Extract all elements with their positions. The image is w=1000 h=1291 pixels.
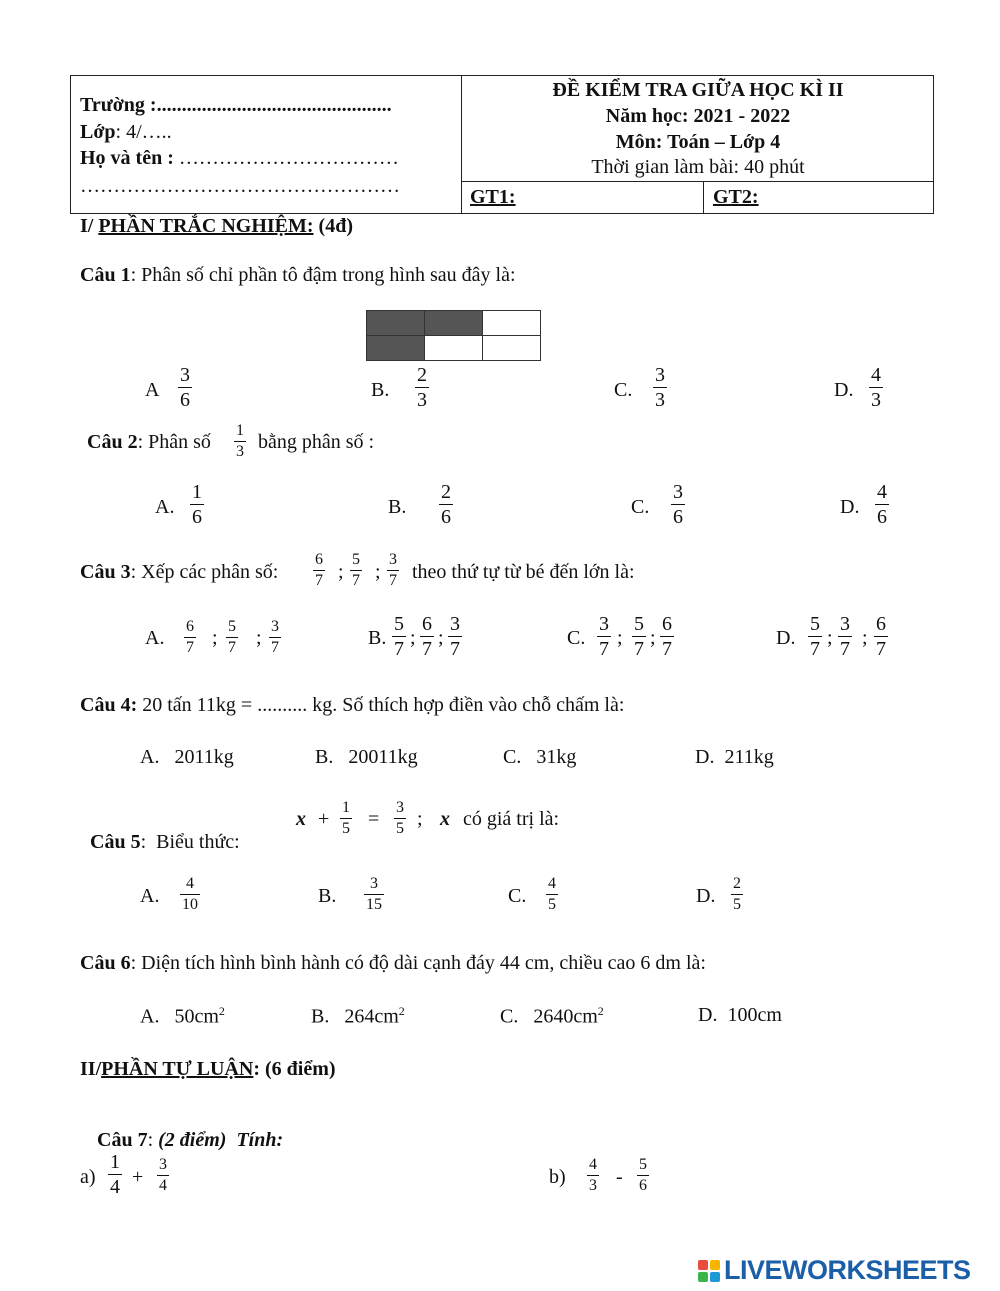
- part1-prefix: I/: [80, 215, 99, 237]
- part2-prefix: II/: [80, 1058, 102, 1080]
- numerator: 6: [422, 613, 432, 635]
- denominator: 7: [315, 572, 323, 589]
- numerator: 6: [315, 551, 323, 568]
- q4-option-c[interactable]: C. 31kg: [503, 746, 577, 768]
- q5-option-c-fraction[interactable]: [546, 876, 558, 913]
- numerator: 4: [877, 481, 887, 503]
- q3-option-b-letter[interactable]: B.: [368, 627, 387, 649]
- superscript: 2: [597, 1004, 604, 1018]
- option-text: A. 50cm: [140, 1005, 219, 1028]
- numerator: 3: [180, 364, 190, 386]
- denominator: 5: [548, 896, 556, 913]
- divider: [461, 181, 933, 182]
- name-dots: ……………………………: [178, 147, 399, 169]
- shaded-cell: [424, 310, 483, 336]
- semicolon: ;: [417, 808, 423, 830]
- denominator: 3: [236, 443, 244, 460]
- plus-sign: +: [132, 1166, 144, 1188]
- q5-fraction-1: [340, 800, 352, 837]
- school-year: Năm học: 2021 - 2022: [605, 105, 791, 127]
- separator: ;: [410, 627, 416, 649]
- logo-text: LIVEWORKSHEETS: [724, 1255, 971, 1285]
- denominator: 6: [180, 389, 190, 411]
- denominator: 7: [840, 638, 850, 660]
- numerator: 3: [389, 551, 397, 568]
- part1-title: PHẦN TRẮC NGHIỆM:: [98, 215, 314, 237]
- q1-option-d-letter[interactable]: D.: [834, 379, 854, 401]
- q6-option-b[interactable]: [311, 1004, 405, 1029]
- q6-option-d[interactable]: [698, 1004, 782, 1027]
- q6-text: : Diện tích hình bình hành có độ dài cạnh đáy 44 cm, chiều cao 6 dm là:: [130, 952, 706, 974]
- q2-option-c-fraction[interactable]: [671, 482, 685, 527]
- option-text: D. 100cm: [698, 1004, 782, 1026]
- separator: ;: [617, 627, 623, 649]
- name-label: Họ và tên :: [80, 147, 179, 169]
- q1-option-c-fraction[interactable]: [653, 365, 667, 410]
- q7-colon: :: [147, 1129, 154, 1151]
- q3-option-b-fraction-1[interactable]: [392, 614, 406, 659]
- q7a-label: a): [80, 1166, 96, 1188]
- q5-text-a: : Biểu thức:: [140, 831, 240, 853]
- denominator: 7: [228, 639, 236, 656]
- shaded-grid: [366, 310, 543, 363]
- q2-option-d-letter[interactable]: D.: [840, 496, 860, 518]
- q3-text-b: theo thứ tự từ bé đến lớn là:: [412, 561, 635, 583]
- option-text: C. 2640cm: [500, 1005, 598, 1028]
- shaded-cell: [366, 310, 425, 336]
- part2-title: PHẦN TỰ LUẬN: [101, 1058, 254, 1080]
- numerator: 4: [871, 364, 881, 386]
- numerator: 6: [876, 613, 886, 635]
- numerator: 1: [192, 481, 202, 503]
- denominator: 10: [182, 896, 198, 913]
- q5-text-b: có giá trị là:: [463, 808, 560, 830]
- q7b-fraction-2: [637, 1157, 649, 1194]
- denominator: 3: [417, 389, 427, 411]
- denominator: 6: [639, 1177, 647, 1194]
- logo-square: [698, 1272, 708, 1282]
- numerator: 3: [396, 799, 404, 816]
- separator: ;: [862, 627, 868, 649]
- q3-label: Câu 3: [80, 561, 131, 583]
- q5-label: Câu 5: [90, 831, 141, 853]
- q6-option-c[interactable]: [500, 1004, 604, 1029]
- numerator: 4: [589, 1156, 597, 1173]
- q5-prompt-a: [80, 808, 240, 854]
- numerator: 6: [662, 613, 672, 635]
- denominator: 7: [876, 638, 886, 660]
- part2-heading: [80, 1058, 336, 1081]
- name-field[interactable]: [80, 147, 399, 170]
- q5-variable-x-2: x: [440, 808, 450, 830]
- school-field[interactable]: Trường :...............................................: [80, 94, 392, 116]
- q3-option-c-fraction-2[interactable]: [632, 614, 646, 659]
- q6-option-a[interactable]: [140, 1004, 225, 1029]
- numerator: 3: [673, 481, 683, 503]
- q7b-fraction-1: [587, 1157, 599, 1194]
- denominator: 7: [599, 638, 609, 660]
- separator: ;: [212, 627, 218, 649]
- q7b-label: b): [549, 1166, 566, 1188]
- numerator: 1: [236, 422, 244, 439]
- q1-option-b-fraction[interactable]: [415, 365, 429, 410]
- denominator: 7: [810, 638, 820, 660]
- q3-option-a-letter[interactable]: A.: [145, 627, 165, 649]
- numerator: 5: [634, 613, 644, 635]
- gt2-label[interactable]: GT2:: [713, 186, 759, 208]
- numerator: 5: [394, 613, 404, 635]
- q1-option-a-fraction[interactable]: [178, 365, 192, 410]
- minus-sign: -: [616, 1166, 623, 1188]
- numerator: 3: [271, 618, 279, 635]
- q1-option-c-letter[interactable]: C.: [614, 379, 633, 401]
- numerator: 3: [450, 613, 460, 635]
- q3-option-d-fraction-3[interactable]: [874, 614, 888, 659]
- logo-icon: [698, 1260, 720, 1282]
- logo-square: [698, 1260, 708, 1270]
- separator: ;: [338, 561, 344, 583]
- separator: ;: [438, 627, 444, 649]
- numerator: 5: [810, 613, 820, 635]
- q3-option-a-fraction-2[interactable]: [226, 619, 238, 656]
- q1-option-a-letter[interactable]: A: [145, 379, 160, 401]
- denominator: 6: [192, 506, 202, 528]
- logo-square: [710, 1272, 720, 1282]
- denominator: 6: [441, 506, 451, 528]
- q3-option-c-fraction-1[interactable]: [597, 614, 611, 659]
- q3-fraction-2: [350, 552, 362, 589]
- q7-prompt: [87, 1106, 283, 1152]
- q7a-fraction-1: [108, 1152, 122, 1197]
- class-field[interactable]: [80, 121, 172, 144]
- q3-option-d-letter[interactable]: D.: [776, 627, 796, 649]
- q4-text: 20 tấn 11kg = .......... kg. Số thích hợp điền vào chỗ chấm là:: [137, 694, 625, 716]
- header-table: [70, 75, 934, 214]
- q5-option-d-fraction[interactable]: [731, 876, 743, 913]
- empty-cell: [424, 335, 483, 361]
- denominator: 7: [389, 572, 397, 589]
- q2-option-a-fraction[interactable]: [190, 482, 204, 527]
- numerator: 3: [370, 875, 378, 892]
- numerator: 2: [417, 364, 427, 386]
- q2-given-fraction: [234, 423, 246, 460]
- denominator: 7: [634, 638, 644, 660]
- numerator: 3: [159, 1156, 167, 1173]
- logo-square: [710, 1260, 720, 1270]
- class-value: : 4/…..: [115, 121, 172, 143]
- q3-fraction-3: [387, 552, 399, 589]
- numerator: 5: [639, 1156, 647, 1173]
- numerator: 4: [186, 875, 194, 892]
- q3-prompt-a: [80, 561, 278, 584]
- superscript: 2: [218, 1004, 225, 1018]
- denominator: 7: [186, 639, 194, 656]
- q1-label: Câu 1: [80, 264, 131, 286]
- denominator: 5: [342, 820, 350, 837]
- numerator: 1: [110, 1151, 120, 1173]
- q1-text: : Phân số chỉ phần tô đậm trong hình sau đây là:: [130, 264, 516, 286]
- q1-prompt: [80, 264, 516, 287]
- q2-text-a: : Phân số: [137, 431, 211, 453]
- q2-prompt-a: [87, 431, 211, 454]
- q4-option-a[interactable]: A. 2011kg: [140, 746, 234, 768]
- plus-sign: +: [318, 808, 330, 830]
- q3-fraction-1: [313, 552, 325, 589]
- numerator: 4: [548, 875, 556, 892]
- q2-option-b-letter[interactable]: B.: [388, 496, 407, 518]
- q1-option-b-letter[interactable]: B.: [371, 379, 390, 401]
- numerator: 2: [441, 481, 451, 503]
- empty-cell: [482, 335, 541, 361]
- denominator: 4: [110, 1176, 120, 1198]
- q2-option-b-fraction[interactable]: [439, 482, 453, 527]
- q6-prompt: [80, 952, 706, 975]
- shaded-cell: [366, 335, 425, 361]
- denominator: 7: [450, 638, 460, 660]
- q3-option-b-fraction-2[interactable]: [420, 614, 434, 659]
- q1-option-d-fraction[interactable]: [869, 365, 883, 410]
- name-dots-line[interactable]: …………………………………………: [80, 175, 400, 197]
- subject: Môn: Toán – Lớp 4: [615, 131, 781, 153]
- separator: ;: [375, 561, 381, 583]
- q4-option-d[interactable]: D. 211kg: [695, 746, 774, 768]
- q2-label: Câu 2: [87, 431, 138, 453]
- q5-variable-x: x: [296, 808, 306, 830]
- q5-option-d-letter[interactable]: D.: [696, 885, 716, 907]
- denominator: 5: [396, 820, 404, 837]
- q3-option-a-fraction-3[interactable]: [269, 619, 281, 656]
- q3-option-c-letter[interactable]: C.: [567, 627, 586, 649]
- numerator: 3: [840, 613, 850, 635]
- denominator: 7: [352, 572, 360, 589]
- separator: ;: [650, 627, 656, 649]
- numerator: 2: [733, 875, 741, 892]
- q5-option-c-letter[interactable]: C.: [508, 885, 527, 907]
- q3-option-a-fraction-1[interactable]: [184, 619, 196, 656]
- q3-option-d-fraction-2[interactable]: [838, 614, 852, 659]
- separator: ;: [256, 627, 262, 649]
- gt1-label[interactable]: GT1:: [470, 186, 516, 208]
- q2-option-d-fraction[interactable]: [875, 482, 889, 527]
- liveworksheets-logo: [698, 1255, 971, 1286]
- q7a-fraction-2: [157, 1157, 169, 1194]
- q2-text-b: bằng phân số :: [258, 431, 375, 453]
- denominator: 7: [394, 638, 404, 660]
- q3-option-b-fraction-3[interactable]: [448, 614, 462, 659]
- denominator: 5: [733, 896, 741, 913]
- denominator: 7: [422, 638, 432, 660]
- denominator: 3: [871, 389, 881, 411]
- numerator: 5: [352, 551, 360, 568]
- q4-option-b[interactable]: B. 20011kg: [315, 746, 418, 768]
- denominator: 3: [655, 389, 665, 411]
- q7-label: Câu 7: [97, 1129, 148, 1151]
- q2-option-c-letter[interactable]: C.: [631, 496, 650, 518]
- exam-title: ĐỀ KIỂM TRA GIỮA HỌC KÌ II: [552, 79, 844, 101]
- numerator: 1: [342, 799, 350, 816]
- q3-option-d-fraction-1[interactable]: [808, 614, 822, 659]
- denominator: 7: [271, 639, 279, 656]
- part1-heading: [80, 215, 353, 238]
- class-label: Lớp: [80, 121, 116, 143]
- denominator: 15: [366, 896, 382, 913]
- empty-cell: [482, 310, 541, 336]
- numerator: 3: [599, 613, 609, 635]
- q7-points: (2 điểm) Tính:: [153, 1129, 284, 1151]
- q5-option-b-fraction[interactable]: [364, 876, 384, 913]
- denominator: 4: [159, 1177, 167, 1194]
- q5-option-a-letter[interactable]: A.: [140, 885, 160, 907]
- part2-points: : (6 điểm): [253, 1058, 336, 1080]
- denominator: 6: [877, 506, 887, 528]
- option-text: B. 264cm: [311, 1005, 399, 1028]
- q4-prompt: [80, 694, 624, 717]
- numerator: 6: [186, 618, 194, 635]
- part1-points: (4đ): [313, 215, 353, 237]
- separator: ;: [827, 627, 833, 649]
- q3-text-a: : Xếp các phân số:: [130, 561, 279, 583]
- q3-option-c-fraction-3[interactable]: [660, 614, 674, 659]
- divider: [703, 181, 704, 213]
- duration: Thời gian làm bài: 40 phút: [591, 156, 805, 178]
- numerator: 3: [655, 364, 665, 386]
- superscript: 2: [398, 1004, 405, 1018]
- q5-option-a-fraction[interactable]: [180, 876, 200, 913]
- q5-option-b-letter[interactable]: B.: [318, 885, 337, 907]
- q4-label: Câu 4:: [80, 694, 138, 716]
- denominator: 7: [662, 638, 672, 660]
- q2-option-a-letter[interactable]: A.: [155, 496, 175, 518]
- equals-sign: =: [368, 808, 380, 830]
- denominator: 3: [589, 1177, 597, 1194]
- numerator: 5: [228, 618, 236, 635]
- denominator: 6: [673, 506, 683, 528]
- q6-label: Câu 6: [80, 952, 131, 974]
- q5-fraction-2: [394, 800, 406, 837]
